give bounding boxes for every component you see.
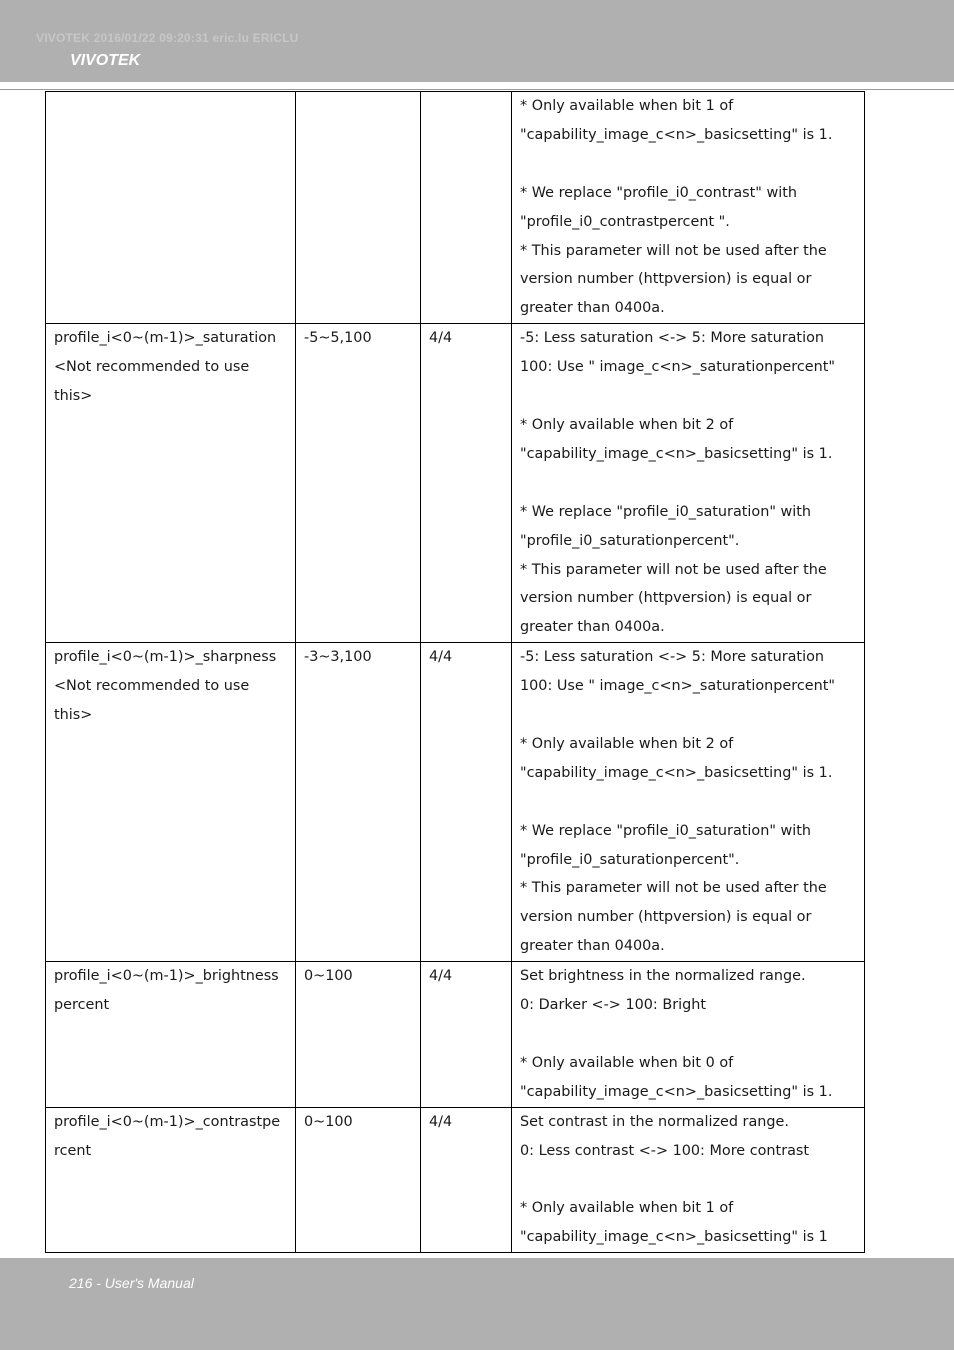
brand-logo-text: VIVOTEK [70,52,141,69]
param-value-cell: 0~100 [296,1107,421,1253]
param-description-cell: -5: Less saturation <-> 5: More saturation 100: Use " image_c<n>_saturationpercent" * Only available when bit 2 of "capability_image_c<n>_basicsetting" is 1. * We replace "profile_i0_saturation" with "profile_i0_saturationpercent". * This parameter will not be used after the version number (httpversion) is equal or greater than 0400a. [512,324,865,643]
watermark-text: VIVOTEK 2016/01/22 09:20:31 eric.lu ERICLU [36,31,299,45]
parameter-table [45,91,865,1253]
param-value-cell: 0~100 [296,962,421,1108]
table-row [46,1107,865,1253]
table-row [46,92,865,324]
param-security-cell [421,92,512,324]
page-footer [0,1258,954,1350]
param-value-cell: -5~5,100 [296,324,421,643]
page-header [0,0,954,82]
page-number: 216 - User's Manual [69,1275,194,1291]
param-name-cell [46,92,296,324]
table-row [46,962,865,1108]
param-name-cell: profile_i<0~(m-1)>_sharpness <Not recommended to use this> [46,643,296,962]
param-description-cell: * Only available when bit 1 of "capability_image_c<n>_basicsetting" is 1. * We replace "profile_i0_contrast" with "profile_i0_contrastpercent ". * This parameter will not be used after the version number (httpversion) is equal or greater than 0400a. [512,92,865,324]
param-description-cell: Set contrast in the normalized range. 0: Less contrast <-> 100: More contrast * Only available when bit 1 of "capability_image_c<n>_basicsetting" is 1 [512,1107,865,1253]
header-divider [0,89,954,90]
param-security-cell: 4/4 [421,643,512,962]
param-description-cell: Set brightness in the normalized range. 0: Darker <-> 100: Bright * Only available when bit 0 of "capability_image_c<n>_basicsetting" is 1. [512,962,865,1108]
param-security-cell: 4/4 [421,1107,512,1253]
table-row [46,643,865,962]
param-value-cell [296,92,421,324]
table-row [46,324,865,643]
param-name-cell: profile_i<0~(m-1)>_saturation <Not recommended to use this> [46,324,296,643]
param-name-cell: profile_i<0~(m-1)>_brightness percent [46,962,296,1108]
param-description-cell: -5: Less saturation <-> 5: More saturation 100: Use " image_c<n>_saturationpercent" * Only available when bit 2 of "capability_image_c<n>_basicsetting" is 1. * We replace "profile_i0_saturation" with "profile_i0_saturationpercent". * This parameter will not be used after the version number (httpversion) is equal or greater than 0400a. [512,643,865,962]
param-security-cell: 4/4 [421,962,512,1108]
param-name-cell: profile_i<0~(m-1)>_contrastpe rcent [46,1107,296,1253]
param-security-cell: 4/4 [421,324,512,643]
param-value-cell: -3~3,100 [296,643,421,962]
